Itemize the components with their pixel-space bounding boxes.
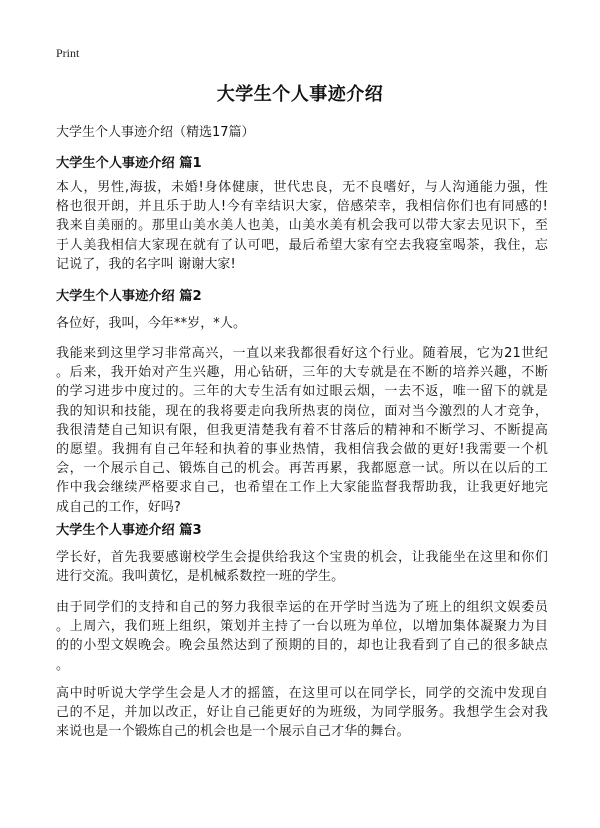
text-line: 我的知识和技能，现在的我将要走向我所热衷的岗位，面对当今激烈的人才竞争， [56,403,548,419]
page-title: 大学生个人事迹介绍 [216,84,384,105]
section-3-paragraph-2 [56,598,548,675]
section-1-paragraph-1 [56,178,548,274]
section-heading-2: 大学生个人事迹介绍 篇2 [56,289,202,304]
text-line: 会，一个展示自己、锻炼自己的机会。再苦再累，我都愿意一试。所以在以后的工 [56,461,548,477]
text-line: 。上周六，我们班上组织，策划并主持了一台以班为单位，以增加集体凝聚力为目 [56,619,548,635]
text-line: 我来自美丽的。那里山美水美人也美，山美水美有机会我可以带大家去见识下，至 [56,218,548,234]
text-line: 己的不足，并加以改正，好让自己能更好的为班级，为同学服务。我想学生会对我 [56,705,548,721]
section-heading-3: 大学生个人事迹介绍 篇3 [56,523,202,538]
text-line: 各位好，我叫，今年**岁，*人。 [56,316,247,331]
text-line: 进行交流。我叫黄忆，是机械系数控一班的学生。 [56,569,345,585]
section-heading-1: 大学生个人事迹介绍 篇1 [56,156,202,171]
text-line: 成自己的工作，好吗? [56,499,181,515]
text-line: 我很清楚自己知识有限，但我更清楚我有着不甘落后的精神和不断学习、不断提高 [56,422,548,438]
text-line: 由于同学们的支持和自己的努力我很幸运的在开学时当选为了班上的组织文娱委员 [56,600,548,615]
text-line: 来说也是一个锻炼自己的机会也是一个展示自己才华的舞台。 [56,724,410,740]
text-line: 我能来到这里学习非常高兴，一直以来我都很看好这个行业。随着展，它为21世纪 [56,346,548,361]
text-line: 高中时听说大学学生会是人才的摇篮，在这里可以在同学长，同学的交流中发现自 [56,686,548,701]
text-line: 。后来，我开始对产生兴趣，用心钻研，三年的大专就是在不断的培养兴趣，不断 [56,365,548,381]
text-line: 的愿望。我拥有自己年轻和执着的事业热情，我相信我会做的更好!我需要一个机 [56,442,548,458]
text-line: 。 [56,657,70,673]
section-3-paragraph-3 [56,684,548,742]
text-line: 作中我会继续严格要求自己，也希望在工作上大家能监督我帮助我，让我更好地完 [56,480,548,496]
text-line: 格也很开朗，并且乐于助人!今有幸结识大家，倍感荣幸，我相信你们也有同感的! [56,199,548,215]
section-3-paragraph-1 [56,548,548,586]
text-line: 于人美我相信大家现在就有了认可吧，最后希望大家有空去我寝室喝茶，我住，忘 [56,237,548,253]
text-line: 的学习进步中度过的。三年的大专生活有如过眼云烟，一去不返，唯一留下的就是 [56,384,548,400]
text-line: 的的小型文娱晚会。晚会虽然达到了预期的目的，却也让我看到了自己的很多缺点 [56,638,548,654]
text-line: 本人，男性,海拔，未婚!身体健康，世代忠良，无不良嗜好，与人沟通能力强，性 [56,180,548,195]
section-2-paragraph-1 [56,314,548,333]
print-label: Print [56,46,80,60]
text-line: 学长好，首先我要感谢校学生会提供给我这个宝贵的机会，让我能坐在这里和你们 [56,550,548,565]
section-2-paragraph-2 [56,344,548,517]
document-subtitle: 大学生个人事迹介绍（精选17篇） [56,125,255,140]
text-line: 记说了，我的名字叫 谢谢大家! [56,256,236,272]
